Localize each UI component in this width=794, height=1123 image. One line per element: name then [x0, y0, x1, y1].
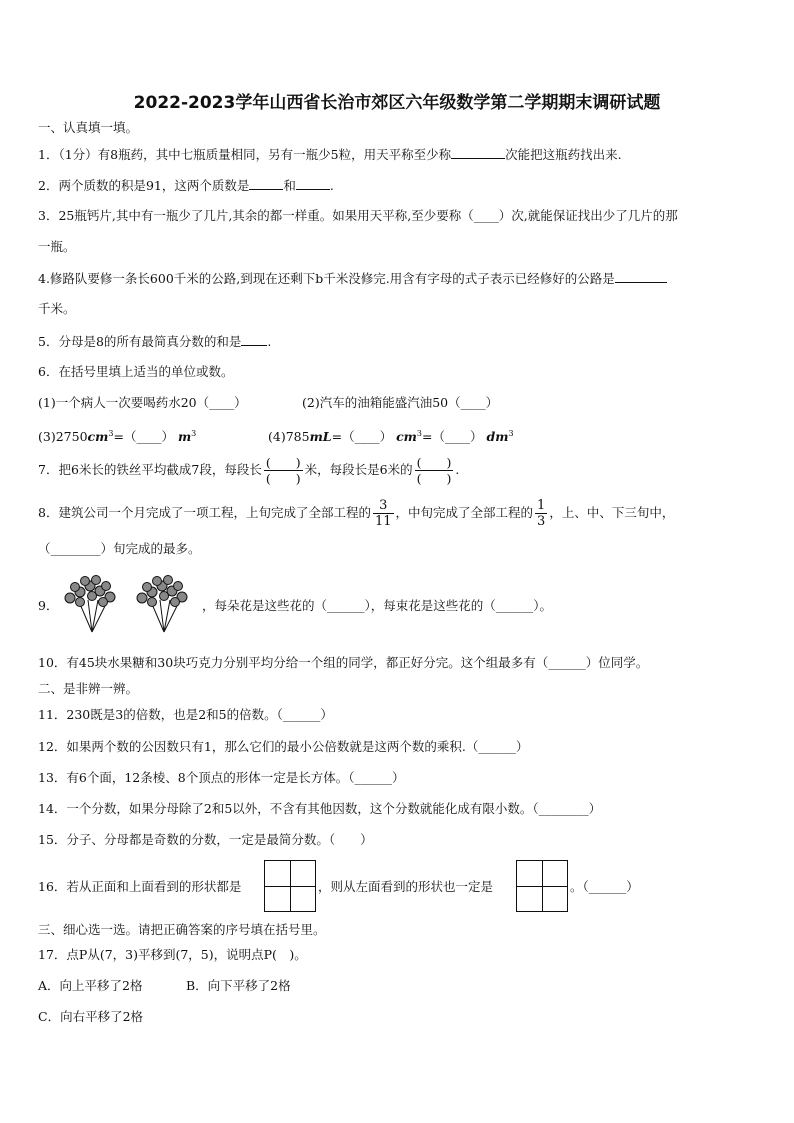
question-1 [38, 145, 622, 164]
section-heading-1: 一、认真填一填。 [38, 120, 139, 135]
q7-text-end: . [455, 462, 460, 477]
q6-4-unit3: dm [486, 429, 509, 445]
question-6-2: (2)汽车的油箱能盛汽油50（____） [302, 395, 499, 410]
q8-text-end: ，上、中、下三旬中， [549, 505, 675, 520]
question-6-1: (1)一个病人一次要喝药水20（____） [38, 395, 247, 410]
q1-text: 1．（1分）有8瓶药，其中七瓶质量相同，另有一瓶少5粒，用天平称至少称 [38, 147, 452, 162]
question-6: 6．在括号里填上适当的单位或数。 [38, 364, 234, 379]
q6-3-blank: =（____） [113, 429, 174, 445]
question-3-cont: 一瓶。 [38, 239, 76, 254]
question-10: 10．有45块水果糖和30块巧克力分别平均分给一个组的同学，都正好分完。这个组最多有（______）位同学。 [38, 655, 649, 670]
page-title: 2022-2023学年山西省长治市郊区六年级数学第二学期期末调研试题 [133, 93, 661, 113]
q4-text: 4.修路队要修一条长600千米的公路,到现在还剩下b千米没修完.用含有字母的式子表示已经修好的公路是 [38, 271, 615, 286]
question-5 [38, 332, 271, 351]
question-13: 13．有6个面，12条棱、8个顶点的形体一定是长方体。（______） [38, 770, 405, 785]
q8-text: 8．建筑公司一个月完成了一项工程，上旬完成了全部工程的 [38, 505, 371, 520]
question-16-text-1: 16．若从正面和上面看到的形状都是 [38, 879, 242, 894]
question-8-cont: （________）旬完成的最多。 [38, 541, 201, 556]
q2-text-and: 和 [283, 178, 296, 193]
q5-text: 5．分母是8的所有最简真分数的和是 [38, 334, 242, 349]
question-4 [38, 269, 667, 288]
section-heading-2: 二、是非辨一辨。 [38, 681, 139, 696]
q8-fraction-1: $\frac{3}{11}$ [374, 498, 392, 529]
q6-4-sup2: 3 [508, 429, 514, 438]
question-9-number: 9． [38, 598, 59, 613]
q2-blank-1[interactable] [249, 176, 283, 190]
q5-blank[interactable] [241, 332, 267, 346]
q6-3-num: (3)2750 [38, 429, 88, 445]
q6-4-unit: mL [309, 429, 332, 445]
q7-fraction-blank-2[interactable]: $\frac{( )}{( )}$ [416, 455, 452, 486]
flower-bouquets-image [58, 574, 200, 634]
q6-4-blank: =（____） [331, 429, 393, 445]
question-2 [38, 176, 334, 195]
q7-fraction-blank-1[interactable]: $\frac{( )}{( )}$ [265, 455, 301, 486]
option-a[interactable]: A．向上平移了2格 [38, 978, 143, 993]
q2-text: 2．两个质数的积是91，这两个质数是 [38, 178, 250, 193]
question-4-cont: 千米。 [38, 301, 76, 316]
question-11: 11．230既是3的倍数，也是2和5的倍数。（______） [38, 707, 333, 722]
q4-blank[interactable] [615, 269, 667, 283]
q1-blank[interactable] [451, 145, 505, 159]
bouquet-2 [137, 576, 187, 633]
option-c[interactable]: C．向右平移了2格 [38, 1009, 144, 1024]
q2-text-end: . [329, 178, 334, 193]
section-heading-3: 三、细心选一选。请把正确答案的序号填在括号里。 [38, 922, 326, 937]
q8-text-mid: ，中旬完成了全部工程的 [395, 505, 534, 520]
question-15: 15．分子、分母都是奇数的分数，一定是最简分数。（ ） [38, 832, 373, 847]
question-16-text-3: 。（______） [570, 879, 639, 894]
question-14: 14．一个分数，如果分母除了2和5以外，不含有其他因数，这个分数就能化成有限小数。（________） [38, 801, 602, 816]
question-16-text-2: ，则从左面看到的形状也一定是 [318, 879, 494, 894]
q6-4-blank2: =（____） [422, 429, 483, 445]
q6-4-num: (4)785 [268, 429, 310, 445]
q2-blank-2[interactable] [296, 176, 330, 190]
q6-3-unit2: m [177, 429, 192, 445]
question-17: 17．点P从(7，3)平移到(7，5)，说明点P( )。 [38, 947, 307, 962]
q8-fraction-2: $\frac{1}{3}$ [537, 498, 546, 529]
question-3: 3．25瓶钙片,其中有一瓶少了几片,其余的都一样重。如果用天平称,至少要称（____）次,就能保证找出少了几片的那 [38, 208, 678, 223]
q5-text-end: . [267, 334, 272, 349]
question-12: 12．如果两个数的公因数只有1，那么它们的最小公倍数就是这两个数的乘积.（______） [38, 739, 529, 754]
question-8 [38, 497, 674, 529]
question-7 [38, 455, 459, 486]
q7-text-mid: 米，每段长是6米的 [304, 462, 413, 477]
q6-4-unit2: cm [396, 429, 417, 445]
question-6-4 [268, 425, 514, 446]
grid-shape-left [516, 860, 568, 912]
question-6-3 [38, 425, 196, 446]
q1-text-end: 次能把这瓶药找出来. [505, 147, 622, 162]
bouquet-1 [65, 576, 115, 633]
q6-3-sup: 3 [108, 429, 114, 438]
q6-3-sup2: 3 [191, 429, 197, 438]
q6-4-sup: 3 [416, 429, 422, 438]
grid-shape-front-top [264, 860, 316, 912]
question-9: ，每朵花是这些花的（______），每束花是这些花的（______）。 [202, 598, 553, 613]
option-b[interactable]: B．向下平移了2格 [186, 978, 291, 993]
q7-text: 7．把6米长的铁丝平均截成7段，每段长 [38, 462, 262, 477]
q6-3-unit: cm [87, 429, 109, 445]
